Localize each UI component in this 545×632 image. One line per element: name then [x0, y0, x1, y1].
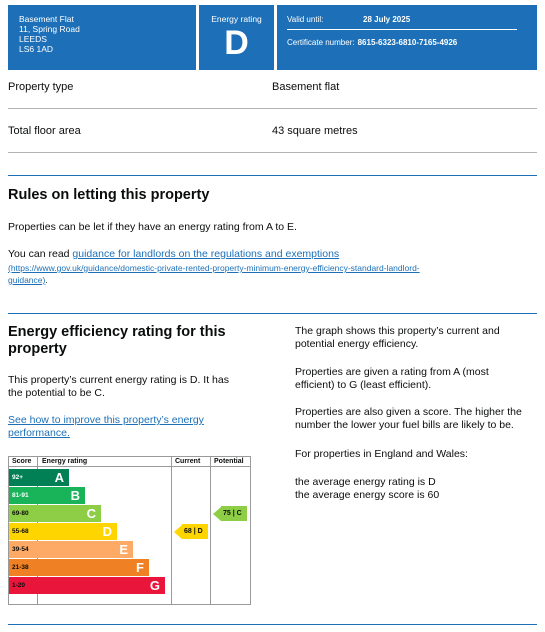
improve-performance-link[interactable]: See how to improve this property’s energy performance. [8, 414, 204, 439]
band-bar [38, 559, 149, 576]
guidance-url[interactable]: (https://www.gov.uk/guidance/domestic-private-rented-property-minimum-energy-efficiency-standard-landlord- guidance). [8, 263, 420, 285]
indicator-label: 75 | C [221, 506, 247, 521]
band-score-range: 92+ [9, 469, 38, 486]
energy-rating-box [199, 5, 274, 70]
rating-band-e [9, 541, 169, 558]
potential-rating-indicator [213, 506, 247, 521]
efficiency-section-title: Energy efficiency rating for this property [8, 324, 226, 357]
landlord-guidance-link[interactable]: guidance for landlords on the regulations and exemptions [72, 248, 340, 260]
band-score-range: 81-91 [9, 487, 38, 504]
rating-band-c [9, 505, 169, 522]
current-header: Current [175, 458, 201, 465]
potential-header: Potential [214, 458, 244, 465]
band-letter: D [102, 524, 112, 539]
valid-until-value: 28 July 2025 [363, 15, 411, 24]
average-ratings: the average energy rating is D the average energy score is 60 [295, 476, 440, 501]
section-divider [8, 624, 537, 625]
address-line: Basement Flat [19, 14, 74, 24]
letting-rules-text: Properties can be let if they have an energy rating from A to E. [8, 221, 297, 233]
valid-until-label: Valid until: [287, 15, 324, 24]
band-letter: C [86, 506, 96, 521]
letting-guidance-text: You can read guidance for landlords on the regulations and exemptions [8, 248, 340, 260]
address-line: LEEDS [19, 34, 47, 44]
rating-band-g [9, 577, 169, 594]
england-wales-heading: For properties in England and Wales: [295, 448, 468, 460]
certificate-divider [287, 29, 517, 30]
letting-section-title: Rules on letting this property [8, 187, 210, 203]
rating-band-f [9, 559, 169, 576]
graph-explanation: The graph shows this property’s current and potential energy efficiency. [295, 325, 500, 350]
floor-area-value: 43 square metres [272, 125, 358, 137]
score-header: Score [12, 458, 32, 465]
band-score-range: 21-38 [9, 559, 38, 576]
rating-band-b [9, 487, 169, 504]
band-letter: G [149, 578, 160, 593]
indicator-label: 68 | D [182, 524, 208, 539]
property-type-label: Property type [8, 81, 74, 93]
graph-header [9, 457, 250, 467]
band-letter: F [136, 560, 144, 575]
band-letter: B [70, 488, 80, 503]
certificate-info [277, 5, 537, 70]
energy-rating-letter: D [224, 24, 249, 62]
band-bar [38, 523, 117, 540]
score-explanation: Properties are also given a score. The higher the number the lower your fuel bills are likely to be. [295, 406, 522, 431]
band-score-range: 55-68 [9, 523, 38, 540]
divider [8, 152, 537, 153]
certificate-header [8, 5, 537, 70]
indicator-arrow [213, 507, 221, 521]
band-score-range: 39-54 [9, 541, 38, 558]
band-bar [38, 577, 165, 594]
current-rating-text: This property’s current energy rating is D. It has the potential to be C. [8, 374, 229, 399]
section-divider [8, 313, 537, 314]
section-divider [8, 175, 537, 176]
indicator-arrow [174, 525, 182, 539]
address-line: 11, Spring Road [19, 24, 80, 34]
rating-scale-explanation: Properties are given a rating from A (most efficient) to G (least efficient). [295, 366, 489, 391]
address-line: LS6 1AD [19, 44, 54, 54]
divider [8, 108, 537, 109]
certificate-number-label: Certificate number: [287, 38, 355, 47]
energy-rating-label: Energy rating [211, 14, 262, 24]
band-score-range: 1-20 [9, 577, 38, 594]
band-bar [38, 505, 101, 522]
certificate-number-value: 8615-6323-6810-7165-4926 [357, 38, 458, 47]
energy-rating-header: Energy rating [42, 458, 88, 465]
band-letter: A [54, 470, 64, 485]
band-letter: E [119, 542, 128, 557]
rating-band-d [9, 523, 169, 540]
band-score-range: 69-80 [9, 505, 38, 522]
band-bar [38, 541, 133, 558]
floor-area-label: Total floor area [8, 125, 81, 137]
band-bar [38, 487, 85, 504]
energy-rating-graph [8, 456, 251, 605]
property-address [8, 5, 196, 70]
rating-band-a [9, 469, 169, 486]
property-type-value: Basement flat [272, 81, 340, 93]
current-rating-indicator [174, 524, 208, 539]
band-bar [38, 469, 69, 486]
